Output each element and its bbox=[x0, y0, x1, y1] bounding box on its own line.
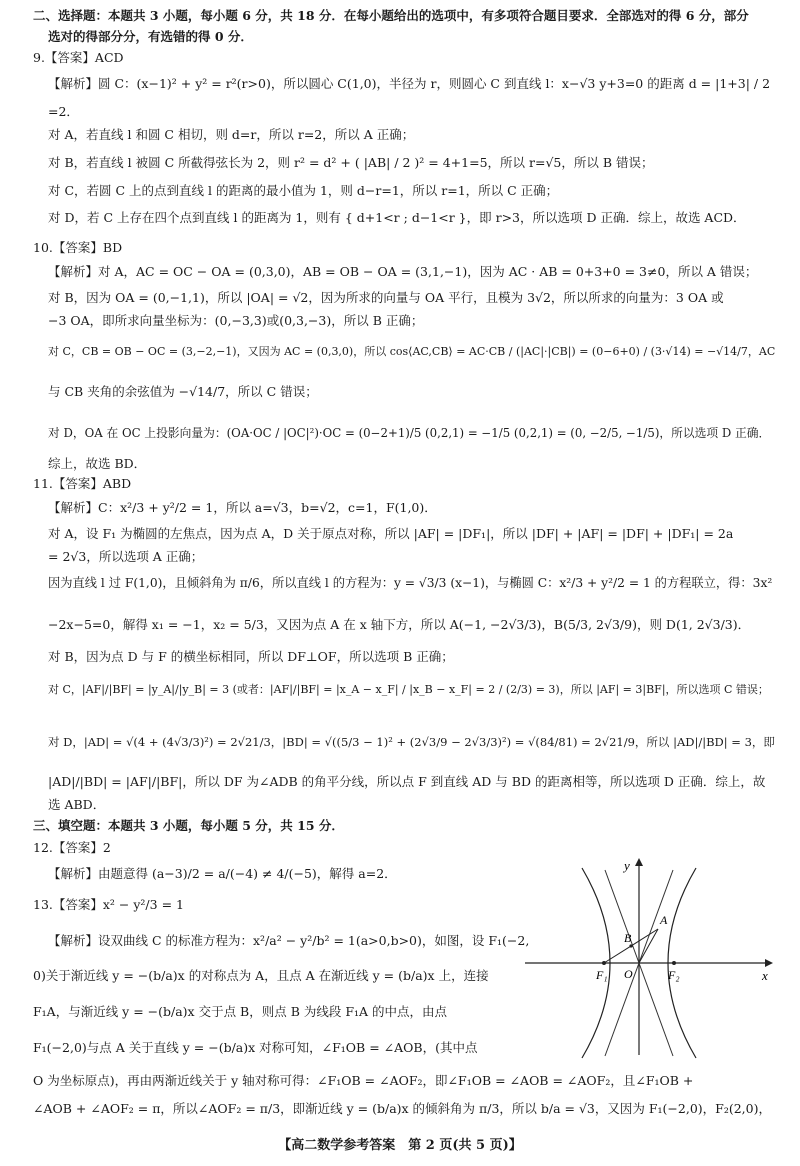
q10-line: −3 OA，即所求向量坐标为：(0,−3,3)或(0,3,−3)，所以 B 正确； bbox=[48, 313, 424, 328]
q13-line: 0)关于渐近线 y = −(b/a)x 的对称点为 A，且点 A 在渐近线 y = (b/a)x 上，连接 bbox=[33, 968, 489, 983]
q11-analysis: 【解析】C：x²/3 + y²/2 = 1，所以 a=√3，b=√2，c=1，F(1,0)． bbox=[48, 500, 437, 515]
segment-o-a bbox=[639, 929, 658, 963]
q12-analysis: 【解析】由题意得 (a−3)/2 = a/(−4) ≠ 4/(−5)，解得 a=2． bbox=[48, 866, 397, 881]
point-a-label: A bbox=[660, 913, 668, 927]
point-f1 bbox=[602, 961, 606, 965]
q9-line: 对 A，若直线 l 和圆 C 相切，则 d=r，所以 r=2，所以 A 正确； bbox=[48, 127, 415, 142]
q10-line: 对 B，因为 OA = (0,−1,1)，所以 |OA| = √2，因为所求的向量与 OA 平行，且模为 3√2，所以所求的向量为：3 OA 或 bbox=[48, 290, 724, 305]
q10-line: 综上，故选 BD． bbox=[48, 456, 147, 471]
q10-line: 与 CB 夹角的余弦值为 −√14/7，所以 C 错误； bbox=[48, 384, 318, 399]
q13-line: ∠AOB + ∠AOF₂ = π，所以∠AOF₂ = π/3，即渐近线 y = (b/a)x 的倾斜角为 π/3，所以 b/a = √3，又因为 F₁(−2,0)，F₂(2,0)， bbox=[33, 1101, 771, 1116]
point-f1-label: F₁ bbox=[596, 968, 608, 982]
q9-analysis: 【解析】圆 C：(x−1)² + y² = r²(r>0)，所以圆心 C(1,0)，半径为 r，则圆心 C 到直线 l：x−√3 y+3=0 的距离 d = |1+3| / 2 bbox=[48, 76, 771, 91]
hyperbola-figure bbox=[520, 850, 780, 1065]
q11-line: 选 ABD． bbox=[48, 797, 106, 812]
q13-line: O 为坐标原点)，再由两渐近线关于 y 轴对称可得：∠F₁OB = ∠AOF₂，即∠F₁OB = ∠AOB = ∠AOF₂，且∠F₁OB + bbox=[33, 1073, 694, 1088]
q11-line: 对 C，|AF|/|BF| = |y_A|/|y_B| = 3 (或者：|AF|/|BF| = |x_A − x_F| / |x_B − x_F| = 2 / (2/3) = 3)，所以 |AF| = 3|BF|，所以选项 C 错误； bbox=[48, 683, 769, 696]
q12-answer: 12.【答案】2 bbox=[33, 840, 111, 855]
y-axis-label: y bbox=[624, 858, 630, 873]
q13-analysis: 【解析】设双曲线 C 的标准方程为：x²/a² − y²/b² = 1(a>0,b>0)，如图，设 F₁(−2, bbox=[48, 933, 530, 948]
q11-line: |AD|/|BD| = |AF|/|BF|，所以 DF 为∠ADB 的角平分线，所以点 F 到直线 AD 与 BD 的距离相等，所以选项 D 正确．综上，故 bbox=[48, 774, 766, 789]
origin-label: O bbox=[624, 967, 633, 981]
q10-answer: 10.【答案】BD bbox=[33, 240, 123, 255]
point-f2-label: F₂ bbox=[668, 968, 680, 982]
q9-line: 对 D，若 C 上存在四个点到直线 l 的距离为 1，则有 { d+1<r ; d−1<r }，即 r>3，所以选项 D 正确．综上，故选 ACD． bbox=[48, 210, 746, 225]
q13-line: F₁A，与渐近线 y = −(b/a)x 交于点 B，则点 B 为线段 F₁A 的中点，由点 bbox=[33, 1004, 448, 1019]
q11-answer: 11.【答案】ABD bbox=[33, 476, 132, 491]
q11-line: 对 B，因为点 D 与 F 的横坐标相同，所以 DF⊥OF，所以选项 B 正确； bbox=[48, 649, 454, 664]
page-footer: 【高二数学参考答案 第 2 页(共 5 页)】 bbox=[278, 1138, 522, 1153]
q11-line: −2x−5=0，解得 x₁ = −1，x₂ = 5/3，又因为点 A 在 x 轴下方，所以 A(−1, −2√3/3)，B(5/3, 2√3/9)，则 D(1, 2√3/3)． bbox=[48, 617, 751, 632]
x-axis-arrow-icon bbox=[765, 959, 773, 967]
q9-answer: 9.【答案】ACD bbox=[33, 50, 124, 65]
q11-line: 因为直线 l 过 F(1,0)，且倾斜角为 π/6，所以直线 l 的方程为：y = √3/3 (x−1)，与椭圆 C：x²/3 + y²/2 = 1 的方程联立，得：3x² bbox=[48, 576, 773, 590]
point-f2 bbox=[672, 961, 676, 965]
q10-line: 对 C，CB = OB − OC = (3,−2,−1)，又因为 AC = (0,3,0)，所以 cos⟨AC,CB⟩ = AC·CB / (|AC|·|CB|) = (0−6+0) / (3·√14) = −√14/7，AC bbox=[48, 345, 776, 358]
q13-answer: 13.【答案】x² − y²/3 = 1 bbox=[33, 897, 184, 912]
section-two-heading: 二、选择题：本题共 3 小题，每小题 6 分，共 18 分．在每小题给出的选项中，有多项符合题目要求．全部选对的得 6 分，部分 bbox=[33, 8, 749, 23]
x-axis-label: x bbox=[762, 968, 768, 983]
q11-line: 对 A，设 F₁ 为椭圆的左焦点，因为点 A，D 关于原点对称，所以 |AF| = |DF₁|，所以 |DF| + |AF| = |DF| + |DF₁| = 2a bbox=[48, 526, 734, 541]
q9-line: 对 C，若圆 C 上的点到直线 l 的距离的最小值为 1，则 d−r=1，所以 r=1，所以 C 正确； bbox=[48, 183, 559, 198]
q9-line: 对 B，若直线 l 被圆 C 所截得弦长为 2，则 r² = d² + ( |AB| / 2 )² = 4+1=5，所以 r=√5，所以 B 错误； bbox=[48, 155, 654, 170]
section-two-heading-cont: 选对的得部分分，有选错的得 0 分． bbox=[48, 29, 253, 44]
q10-analysis: 【解析】对 A，AC = OC − OA = (0,3,0)，AB = OB − OA = (3,1,−1)，因为 AC · AB = 0+3+0 = 3≠0，所以 A 错误； bbox=[48, 264, 758, 279]
q13-line: F₁(−2,0)与点 A 关于直线 y = −(b/a)x 对称可知，∠F₁OB = ∠AOB，(其中点 bbox=[33, 1040, 478, 1055]
section-three-heading: 三、填空题：本题共 3 小题，每小题 5 分，共 15 分． bbox=[33, 818, 344, 833]
q11-line: = 2√3，所以选项 A 正确； bbox=[48, 549, 204, 564]
q11-line: 对 D，|AD| = √(4 + (4√3/3)²) = 2√21/3，|BD| = √((5/3 − 1)² + (2√3/9 − 2√3/3)²) = √(84/81) = 2√21/9，所以 |AD|/|BD| = 3，即 bbox=[48, 735, 775, 749]
q10-line: 对 D，OA 在 OC 上投影向量为：(OA·OC / |OC|²)·OC = (0−2+1)/5 (0,2,1) = −1/5 (0,2,1) = (0, −2/5, −1/5)，所以选项 D 正确． bbox=[48, 426, 771, 440]
point-b-label: B bbox=[624, 931, 632, 945]
y-axis-arrow-icon bbox=[635, 858, 643, 866]
q9-line: =2． bbox=[48, 104, 79, 119]
